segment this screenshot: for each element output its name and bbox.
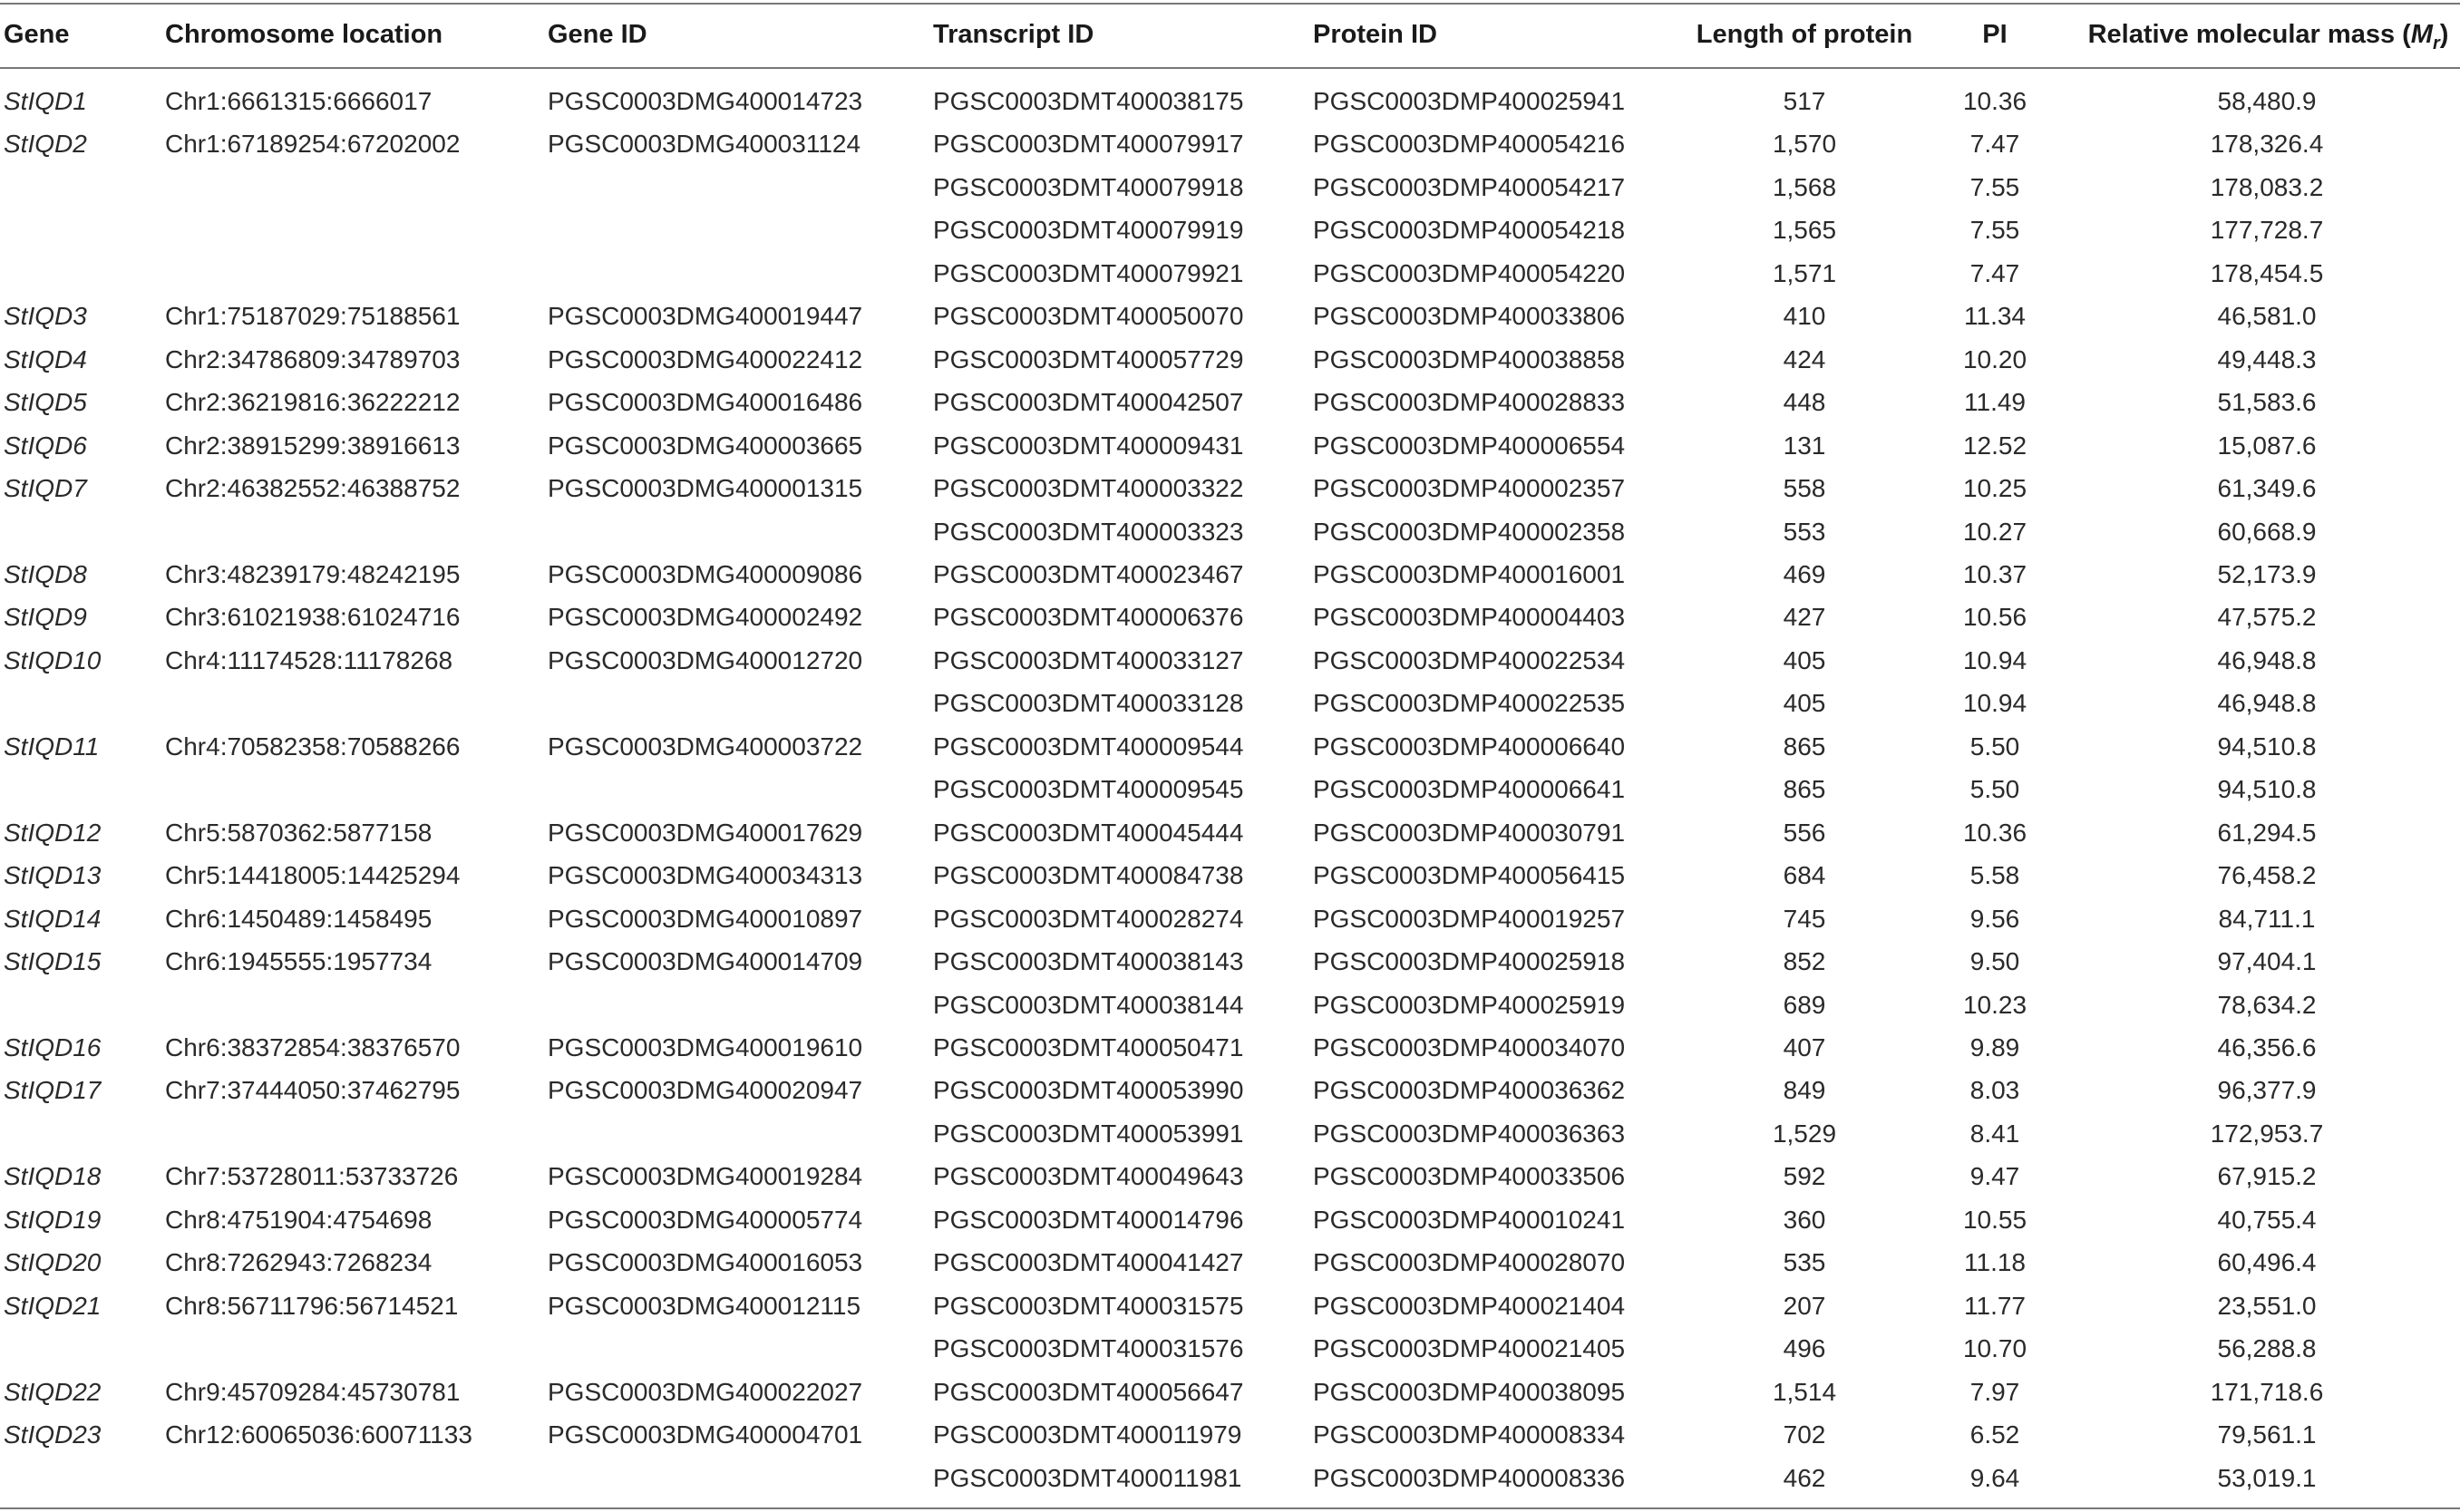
- cell-pi: 10.94: [1962, 689, 2027, 718]
- cell-protein-id: PGSC0003DMP400019257: [1313, 904, 1626, 933]
- cell-gene-id: PGSC0003DMG400019610: [548, 1033, 863, 1062]
- cell-length-of-protein: 131: [1783, 431, 1826, 460]
- cell-protein-id: PGSC0003DMP400002357: [1313, 474, 1626, 503]
- cell-length-of-protein: 517: [1783, 87, 1826, 115]
- cell-relative-molecular-mass: 46,581.0: [2217, 302, 2317, 331]
- table-row: [0, 1026, 2460, 1070]
- cell-transcript-id: PGSC0003DMT400041427: [933, 1248, 1244, 1277]
- cell-protein-id: PGSC0003DMP400008334: [1313, 1420, 1626, 1449]
- cell-protein-id: PGSC0003DMP400016001: [1313, 560, 1626, 589]
- cell-relative-molecular-mass: 178,454.5: [2210, 258, 2324, 287]
- cell-pi: 5.58: [1969, 861, 2020, 890]
- cell-length-of-protein: 496: [1783, 1334, 1826, 1363]
- table-row: [0, 1112, 2460, 1156]
- cell-pi: 7.97: [1969, 1377, 2020, 1406]
- table-row: [0, 295, 2460, 338]
- table-row: [0, 1413, 2460, 1457]
- cell-chromosome-location: Chr4:70582358:70588266: [165, 732, 461, 761]
- cell-gene: StIQD14: [4, 904, 102, 933]
- header-chromosome-location: Chromosome location: [165, 20, 443, 49]
- cell-pi: 9.47: [1969, 1162, 2020, 1191]
- cell-transcript-id: PGSC0003DMT400031575: [933, 1291, 1244, 1320]
- cell-pi: 5.50: [1969, 732, 2020, 761]
- cell-transcript-id: PGSC0003DMT400079919: [933, 216, 1244, 245]
- cell-gene: StIQD9: [4, 603, 87, 632]
- header-mr-subscript: r: [2432, 33, 2440, 53]
- cell-transcript-id: PGSC0003DMT400084738: [933, 861, 1244, 890]
- cell-transcript-id: PGSC0003DMT400009544: [933, 732, 1244, 761]
- cell-protein-id: PGSC0003DMP400002358: [1313, 517, 1626, 546]
- header-gene: Gene: [4, 20, 70, 49]
- cell-gene: StIQD6: [4, 431, 87, 460]
- cell-relative-molecular-mass: 46,948.8: [2217, 645, 2317, 674]
- cell-transcript-id: PGSC0003DMT400049643: [933, 1162, 1244, 1191]
- cell-gene-id: PGSC0003DMG400016053: [548, 1248, 863, 1277]
- cell-pi: 7.47: [1969, 130, 2020, 159]
- cell-protein-id: PGSC0003DMP400036363: [1313, 1119, 1626, 1148]
- cell-length-of-protein: 1,529: [1772, 1119, 1837, 1148]
- cell-relative-molecular-mass: 61,349.6: [2217, 474, 2317, 503]
- cell-relative-molecular-mass: 60,496.4: [2217, 1248, 2317, 1277]
- cell-relative-molecular-mass: 94,510.8: [2217, 775, 2317, 804]
- cell-pi: 10.20: [1962, 344, 2027, 373]
- cell-relative-molecular-mass: 23,551.0: [2217, 1291, 2317, 1320]
- cell-gene-id: PGSC0003DMG400016486: [548, 388, 863, 417]
- cell-length-of-protein: 1,570: [1772, 130, 1837, 159]
- cell-transcript-id: PGSC0003DMT400009431: [933, 431, 1244, 460]
- cell-transcript-id: PGSC0003DMT400079917: [933, 130, 1244, 159]
- cell-gene: StIQD7: [4, 474, 87, 503]
- cell-gene-id: PGSC0003DMG400014709: [548, 947, 863, 976]
- cell-protein-id: PGSC0003DMP400054217: [1313, 172, 1626, 201]
- cell-pi: 7.47: [1969, 258, 2020, 287]
- cell-chromosome-location: Chr2:46382552:46388752: [165, 474, 461, 503]
- cell-relative-molecular-mass: 67,915.2: [2217, 1162, 2317, 1191]
- cell-relative-molecular-mass: 56,288.8: [2217, 1334, 2317, 1363]
- cell-chromosome-location: Chr6:1945555:1957734: [165, 947, 433, 976]
- cell-protein-id: PGSC0003DMP400028833: [1313, 388, 1626, 417]
- cell-length-of-protein: 684: [1783, 861, 1826, 890]
- cell-length-of-protein: 207: [1783, 1291, 1826, 1320]
- cell-pi: 10.23: [1962, 990, 2027, 1019]
- cell-chromosome-location: Chr2:36219816:36222212: [165, 388, 461, 417]
- cell-gene: StIQD4: [4, 344, 87, 373]
- cell-transcript-id: PGSC0003DMT400042507: [933, 388, 1244, 417]
- table-row: [0, 252, 2460, 296]
- cell-pi: 10.94: [1962, 645, 2027, 674]
- cell-length-of-protein: 407: [1783, 1033, 1826, 1062]
- cell-gene-id: PGSC0003DMG400009086: [548, 560, 863, 589]
- table-row: [0, 510, 2460, 554]
- cell-gene: StIQD13: [4, 861, 102, 890]
- cell-length-of-protein: 852: [1783, 947, 1826, 976]
- cell-length-of-protein: 865: [1783, 775, 1826, 804]
- cell-relative-molecular-mass: 76,458.2: [2217, 861, 2317, 890]
- cell-length-of-protein: 427: [1783, 603, 1826, 632]
- cell-pi: 6.52: [1969, 1420, 2020, 1449]
- cell-protein-id: PGSC0003DMP400034070: [1313, 1033, 1626, 1062]
- cell-transcript-id: PGSC0003DMT400011981: [933, 1463, 1242, 1492]
- cell-transcript-id: PGSC0003DMT400006376: [933, 603, 1244, 632]
- cell-gene-id: PGSC0003DMG400001315: [548, 474, 863, 503]
- cell-protein-id: PGSC0003DMP400025918: [1313, 947, 1626, 976]
- cell-pi: 10.70: [1962, 1334, 2027, 1363]
- cell-protein-id: PGSC0003DMP400038858: [1313, 344, 1626, 373]
- cell-pi: 10.55: [1962, 1205, 2027, 1234]
- cell-protein-id: PGSC0003DMP400022535: [1313, 689, 1626, 718]
- cell-transcript-id: PGSC0003DMT400009545: [933, 775, 1244, 804]
- cell-gene-id: PGSC0003DMG400017629: [548, 818, 863, 847]
- table-row: [0, 1198, 2460, 1242]
- cell-protein-id: PGSC0003DMP400004403: [1313, 603, 1626, 632]
- cell-length-of-protein: 535: [1783, 1248, 1826, 1277]
- table-row: [0, 467, 2460, 510]
- cell-transcript-id: PGSC0003DMT400028274: [933, 904, 1244, 933]
- cell-chromosome-location: Chr8:4751904:4754698: [165, 1205, 433, 1234]
- table-row: [0, 1069, 2460, 1112]
- cell-pi: 10.36: [1962, 87, 2027, 115]
- cell-gene: StIQD22: [4, 1377, 102, 1406]
- cell-transcript-id: PGSC0003DMT400038144: [933, 990, 1244, 1019]
- cell-transcript-id: PGSC0003DMT400011979: [933, 1420, 1242, 1449]
- cell-gene: StIQD11: [4, 732, 100, 761]
- cell-pi: 8.41: [1969, 1119, 2020, 1148]
- cell-length-of-protein: 405: [1783, 689, 1826, 718]
- cell-pi: 11.77: [1964, 1291, 2026, 1320]
- cell-chromosome-location: Chr9:45709284:45730781: [165, 1377, 461, 1406]
- cell-chromosome-location: Chr7:37444050:37462795: [165, 1076, 461, 1105]
- cell-pi: 11.49: [1964, 388, 2026, 417]
- cell-relative-molecular-mass: 47,575.2: [2217, 603, 2317, 632]
- header-pi: PI: [1982, 20, 2008, 49]
- cell-pi: 8.03: [1969, 1076, 2020, 1105]
- cell-transcript-id: PGSC0003DMT400023467: [933, 560, 1244, 589]
- cell-relative-molecular-mass: 61,294.5: [2217, 818, 2317, 847]
- table-row: [0, 553, 2460, 596]
- cell-length-of-protein: 553: [1783, 517, 1826, 546]
- cell-length-of-protein: 410: [1783, 302, 1826, 331]
- cell-protein-id: PGSC0003DMP400033806: [1313, 302, 1626, 331]
- cell-pi: 10.27: [1962, 517, 2027, 546]
- cell-transcript-id: PGSC0003DMT400079921: [933, 258, 1244, 287]
- cell-protein-id: PGSC0003DMP400006641: [1313, 775, 1626, 804]
- cell-gene: StIQD3: [4, 302, 87, 331]
- cell-relative-molecular-mass: 58,480.9: [2217, 87, 2317, 115]
- cell-relative-molecular-mass: 178,083.2: [2210, 172, 2324, 201]
- table-row: [0, 725, 2460, 769]
- cell-chromosome-location: Chr5:14418005:14425294: [165, 861, 461, 890]
- cell-length-of-protein: 592: [1783, 1162, 1826, 1191]
- cell-relative-molecular-mass: 172,953.7: [2210, 1119, 2324, 1148]
- cell-gene-id: PGSC0003DMG400012720: [548, 645, 863, 674]
- cell-protein-id: PGSC0003DMP400028070: [1313, 1248, 1626, 1277]
- cell-transcript-id: PGSC0003DMT400079918: [933, 172, 1244, 201]
- cell-transcript-id: PGSC0003DMT400045444: [933, 818, 1244, 847]
- cell-protein-id: PGSC0003DMP400054218: [1313, 216, 1626, 245]
- cell-relative-molecular-mass: 52,173.9: [2217, 560, 2317, 589]
- cell-protein-id: PGSC0003DMP400021404: [1313, 1291, 1626, 1320]
- cell-length-of-protein: 448: [1783, 388, 1826, 417]
- cell-chromosome-location: Chr3:48239179:48242195: [165, 560, 461, 589]
- table-row: [0, 811, 2460, 855]
- cell-gene-id: PGSC0003DMG400012115: [548, 1291, 861, 1320]
- cell-relative-molecular-mass: 53,019.1: [2217, 1463, 2317, 1492]
- table-row: [0, 639, 2460, 683]
- cell-transcript-id: PGSC0003DMT400033128: [933, 689, 1244, 718]
- table-row: [0, 1371, 2460, 1414]
- cell-transcript-id: PGSC0003DMT400031576: [933, 1334, 1244, 1363]
- cell-transcript-id: PGSC0003DMT400038143: [933, 947, 1244, 976]
- cell-transcript-id: PGSC0003DMT400053991: [933, 1119, 1244, 1148]
- cell-gene: StIQD8: [4, 560, 87, 589]
- cell-relative-molecular-mass: 96,377.9: [2217, 1076, 2317, 1105]
- cell-gene-id: PGSC0003DMG400019284: [548, 1162, 863, 1191]
- cell-gene-id: PGSC0003DMG400003722: [548, 732, 863, 761]
- table-row: [0, 940, 2460, 984]
- cell-length-of-protein: 689: [1783, 990, 1826, 1019]
- cell-protein-id: PGSC0003DMP400025941: [1313, 87, 1626, 115]
- cell-gene-id: PGSC0003DMG400002492: [548, 603, 863, 632]
- cell-gene-id: PGSC0003DMG400022027: [548, 1377, 863, 1406]
- cell-gene: StIQD16: [4, 1033, 102, 1062]
- table-row: [0, 682, 2460, 725]
- table-row: [0, 768, 2460, 811]
- cell-length-of-protein: 1,568: [1772, 172, 1837, 201]
- cell-length-of-protein: 424: [1783, 344, 1826, 373]
- cell-protein-id: PGSC0003DMP400054216: [1313, 130, 1626, 159]
- cell-protein-id: PGSC0003DMP400021405: [1313, 1334, 1626, 1363]
- cell-gene: StIQD23: [4, 1420, 102, 1449]
- cell-pi: 9.56: [1969, 904, 2020, 933]
- table-row: [0, 596, 2460, 639]
- table-row: [0, 208, 2460, 252]
- cell-pi: 11.18: [1964, 1248, 2026, 1277]
- table-row: [0, 424, 2460, 468]
- cell-pi: 10.56: [1962, 603, 2027, 632]
- table-row: [0, 338, 2460, 382]
- cell-chromosome-location: Chr5:5870362:5877158: [165, 818, 433, 847]
- cell-transcript-id: PGSC0003DMT400014796: [933, 1205, 1244, 1234]
- cell-relative-molecular-mass: 78,634.2: [2217, 990, 2317, 1019]
- cell-length-of-protein: 360: [1783, 1205, 1826, 1234]
- cell-pi: 10.37: [1962, 560, 2027, 589]
- cell-relative-molecular-mass: 178,326.4: [2210, 130, 2324, 159]
- cell-protein-id: PGSC0003DMP400025919: [1313, 990, 1626, 1019]
- cell-length-of-protein: 745: [1783, 904, 1826, 933]
- table-row: [0, 381, 2460, 424]
- cell-pi: 7.55: [1969, 172, 2020, 201]
- table-row: [0, 1155, 2460, 1198]
- cell-relative-molecular-mass: 46,356.6: [2217, 1033, 2317, 1062]
- cell-protein-id: PGSC0003DMP400008336: [1313, 1463, 1626, 1492]
- cell-relative-molecular-mass: 84,711.1: [2218, 904, 2316, 933]
- header-relative-molecular-mass: [2076, 20, 2460, 54]
- cell-gene-id: PGSC0003DMG400014723: [548, 87, 863, 115]
- header-gene-id: Gene ID: [548, 20, 647, 49]
- cell-transcript-id: PGSC0003DMT400003322: [933, 474, 1244, 503]
- cell-length-of-protein: 1,571: [1772, 258, 1837, 287]
- cell-relative-molecular-mass: 171,718.6: [2210, 1377, 2324, 1406]
- cell-pi: 10.36: [1962, 818, 2027, 847]
- cell-pi: 12.52: [1962, 431, 2027, 460]
- cell-transcript-id: PGSC0003DMT400050070: [933, 302, 1244, 331]
- table-row: [0, 984, 2460, 1027]
- cell-relative-molecular-mass: 46,948.8: [2217, 689, 2317, 718]
- cell-chromosome-location: Chr6:1450489:1458495: [165, 904, 433, 933]
- table-row: [0, 897, 2460, 941]
- cell-gene: StIQD18: [4, 1162, 102, 1191]
- table-row: [0, 1284, 2460, 1328]
- cell-gene-id: PGSC0003DMG400010897: [548, 904, 863, 933]
- cell-length-of-protein: 405: [1783, 645, 1826, 674]
- cell-relative-molecular-mass: 49,448.3: [2217, 344, 2317, 373]
- cell-gene: StIQD21: [4, 1291, 102, 1320]
- cell-protein-id: PGSC0003DMP400038095: [1313, 1377, 1626, 1406]
- cell-chromosome-location: Chr3:61021938:61024716: [165, 603, 461, 632]
- header-length-of-protein: Length of protein: [1696, 20, 1913, 49]
- cell-protein-id: PGSC0003DMP400036362: [1313, 1076, 1626, 1105]
- cell-relative-molecular-mass: 51,583.6: [2217, 388, 2317, 417]
- cell-relative-molecular-mass: 15,087.6: [2217, 431, 2317, 460]
- cell-transcript-id: PGSC0003DMT400053990: [933, 1076, 1244, 1105]
- cell-gene: StIQD10: [4, 645, 102, 674]
- cell-relative-molecular-mass: 60,668.9: [2217, 517, 2317, 546]
- table-row: [0, 1241, 2460, 1284]
- cell-transcript-id: PGSC0003DMT400057729: [933, 344, 1244, 373]
- cell-chromosome-location: Chr1:75187029:75188561: [165, 302, 461, 331]
- header-protein-id: Protein ID: [1313, 20, 1437, 49]
- cell-length-of-protein: 702: [1783, 1420, 1826, 1449]
- table-row: [0, 80, 2460, 123]
- cell-length-of-protein: 849: [1783, 1076, 1826, 1105]
- cell-chromosome-location: Chr6:38372854:38376570: [165, 1033, 461, 1062]
- cell-protein-id: PGSC0003DMP400022534: [1313, 645, 1626, 674]
- cell-transcript-id: PGSC0003DMT400050471: [933, 1033, 1244, 1062]
- cell-protein-id: PGSC0003DMP400056415: [1313, 861, 1626, 890]
- cell-transcript-id: PGSC0003DMT400038175: [933, 87, 1244, 115]
- cell-transcript-id: PGSC0003DMT400056647: [933, 1377, 1244, 1406]
- cell-chromosome-location: Chr2:38915299:38916613: [165, 431, 461, 460]
- cell-gene: StIQD5: [4, 388, 87, 417]
- cell-pi: 11.34: [1964, 302, 2026, 331]
- cell-relative-molecular-mass: 94,510.8: [2217, 732, 2317, 761]
- cell-gene: StIQD19: [4, 1205, 102, 1234]
- cell-length-of-protein: 556: [1783, 818, 1826, 847]
- cell-length-of-protein: 1,514: [1772, 1377, 1837, 1406]
- cell-gene-id: PGSC0003DMG400005774: [548, 1205, 863, 1234]
- cell-gene-id: PGSC0003DMG400031124: [548, 130, 861, 159]
- cell-protein-id: PGSC0003DMP400054220: [1313, 258, 1626, 287]
- cell-length-of-protein: 469: [1783, 560, 1826, 589]
- cell-gene: StIQD12: [4, 818, 102, 847]
- cell-pi: 5.50: [1969, 775, 2020, 804]
- cell-chromosome-location: Chr7:53728011:53733726: [165, 1162, 459, 1191]
- table-top-rule: [0, 3, 2460, 5]
- cell-gene-id: PGSC0003DMG400020947: [548, 1076, 863, 1105]
- table-bottom-rule: [0, 1507, 2460, 1509]
- table-row: [0, 1457, 2460, 1500]
- cell-chromosome-location: Chr4:11174528:11178268: [165, 645, 453, 674]
- cell-gene: StIQD20: [4, 1248, 102, 1277]
- cell-protein-id: PGSC0003DMP400010241: [1313, 1205, 1626, 1234]
- cell-gene-id: PGSC0003DMG400034313: [548, 861, 863, 890]
- cell-protein-id: PGSC0003DMP400033506: [1313, 1162, 1626, 1191]
- cell-pi: 10.25: [1962, 474, 2027, 503]
- table-row: [0, 166, 2460, 209]
- cell-gene: StIQD17: [4, 1076, 102, 1105]
- cell-chromosome-location: Chr2:34786809:34789703: [165, 344, 461, 373]
- cell-relative-molecular-mass: 40,755.4: [2217, 1205, 2317, 1234]
- cell-pi: 9.50: [1969, 947, 2020, 976]
- cell-gene-id: PGSC0003DMG400022412: [548, 344, 863, 373]
- table-row: [0, 1327, 2460, 1371]
- cell-pi: 9.89: [1969, 1033, 2020, 1062]
- header-mr-symbol: M: [2410, 20, 2433, 49]
- cell-pi: 9.64: [1969, 1463, 2020, 1492]
- cell-chromosome-location: Chr12:60065036:60071133: [165, 1420, 472, 1449]
- cell-protein-id: PGSC0003DMP400030791: [1313, 818, 1626, 847]
- header-mr-suffix: ): [2439, 20, 2449, 49]
- cell-gene: StIQD1: [4, 87, 87, 115]
- table-row: [0, 854, 2460, 897]
- table-header-rule: [0, 67, 2460, 69]
- cell-length-of-protein: 462: [1783, 1463, 1826, 1492]
- cell-gene: StIQD15: [4, 947, 102, 976]
- header-mr-prefix: Relative molecular mass (: [2087, 20, 2411, 49]
- header-transcript-id: Transcript ID: [933, 20, 1094, 49]
- cell-protein-id: PGSC0003DMP400006554: [1313, 431, 1626, 460]
- table-row: [0, 122, 2460, 166]
- cell-relative-molecular-mass: 97,404.1: [2217, 947, 2317, 976]
- cell-length-of-protein: 558: [1783, 474, 1826, 503]
- cell-protein-id: PGSC0003DMP400006640: [1313, 732, 1626, 761]
- cell-pi: 7.55: [1969, 216, 2020, 245]
- cell-gene: StIQD2: [4, 130, 87, 159]
- cell-gene-id: PGSC0003DMG400003665: [548, 431, 863, 460]
- cell-length-of-protein: 865: [1783, 732, 1826, 761]
- cell-transcript-id: PGSC0003DMT400033127: [933, 645, 1244, 674]
- cell-transcript-id: PGSC0003DMT400003323: [933, 517, 1244, 546]
- cell-relative-molecular-mass: 177,728.7: [2210, 216, 2324, 245]
- cell-chromosome-location: Chr1:67189254:67202002: [165, 130, 461, 159]
- cell-length-of-protein: 1,565: [1772, 216, 1837, 245]
- cell-chromosome-location: Chr8:56711796:56714521: [165, 1291, 459, 1320]
- cell-chromosome-location: Chr1:6661315:6666017: [165, 87, 433, 115]
- cell-relative-molecular-mass: 79,561.1: [2217, 1420, 2317, 1449]
- cell-gene-id: PGSC0003DMG400019447: [548, 302, 863, 331]
- cell-gene-id: PGSC0003DMG400004701: [548, 1420, 863, 1449]
- cell-chromosome-location: Chr8:7262943:7268234: [165, 1248, 433, 1277]
